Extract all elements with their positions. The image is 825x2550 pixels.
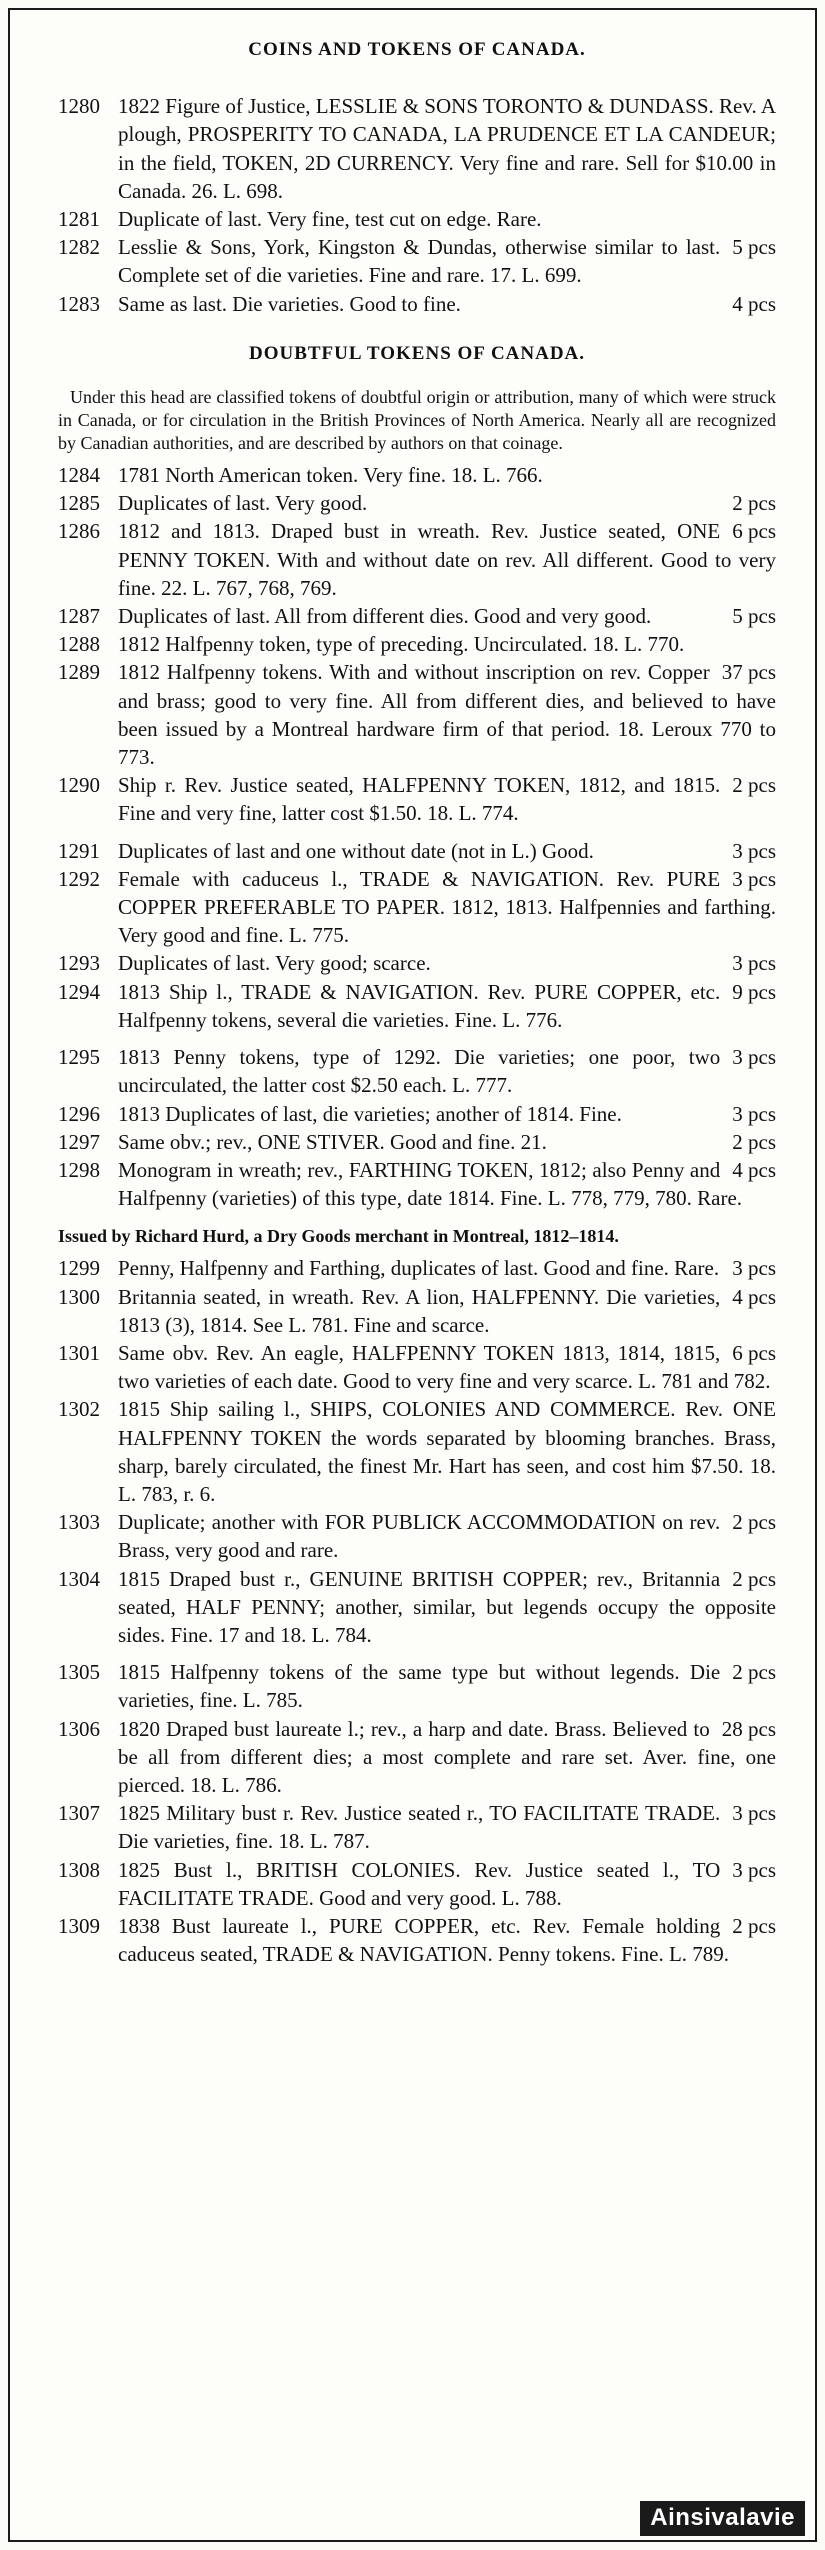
lot-quantity: 3 pcs bbox=[732, 1801, 776, 1826]
lot-description bbox=[118, 1156, 776, 1212]
lot-description bbox=[118, 1100, 776, 1128]
lot-entry bbox=[58, 1283, 776, 1339]
lot-quantity: 3 pcs bbox=[732, 1101, 776, 1126]
lot-description bbox=[118, 517, 776, 602]
lot-quantity: 3 pcs bbox=[732, 866, 776, 891]
lot-number: 1291 bbox=[58, 838, 100, 863]
lot-description bbox=[118, 1715, 776, 1800]
lot-quantity: 3 pcs bbox=[732, 1256, 776, 1281]
lot-quantity: 2 pcs bbox=[732, 1660, 776, 1685]
lot-entry bbox=[58, 290, 776, 318]
lot-number: 1298 bbox=[58, 1157, 100, 1182]
lot-text: Same obv.; rev., ONE STIVER. Good and fine. 21. bbox=[118, 1129, 547, 1154]
lot-text: 1812 Halfpenny tokens. With and without inscription on rev. Copper and brass; good to very fine. All from different dies, and believed to have been issued by a Montreal hardware firm of that period. 18. Leroux 770 to 773. bbox=[118, 660, 776, 770]
lot-description bbox=[118, 1283, 776, 1339]
lot-text: 1812 and 1813. Draped bust in wreath. Rev. Justice seated, ONE PENNY TOKEN. With and without date on rev. All different. Good to very fine. 22. L. 767, 768, 769. bbox=[118, 519, 776, 600]
lot-number: 1295 bbox=[58, 1045, 100, 1070]
lot-text: Britannia seated, in wreath. Rev. A lion, HALFPENNY. Die varieties, 1813 (3), 1814. See L. 781. Fine and scarce. bbox=[118, 1284, 721, 1337]
lot-quantity: 9 pcs bbox=[732, 979, 776, 1004]
lot-description bbox=[118, 205, 776, 233]
lot-entry bbox=[58, 1128, 776, 1156]
lot-description bbox=[118, 1799, 776, 1855]
lot-number: 1289 bbox=[58, 660, 100, 685]
lot-entry bbox=[58, 1100, 776, 1128]
lot-description bbox=[118, 630, 776, 658]
lot-entry bbox=[58, 865, 776, 950]
lot-quantity: 37 pcs bbox=[721, 660, 776, 685]
lot-number: 1297 bbox=[58, 1129, 100, 1154]
lot-entry bbox=[58, 1799, 776, 1855]
page-header: COINS AND TOKENS OF CANADA. bbox=[248, 39, 586, 60]
lot-entry bbox=[58, 949, 776, 977]
lot-entry bbox=[58, 1156, 776, 1212]
lot-description bbox=[118, 1856, 776, 1912]
lot-text: Duplicate; another with FOR PUBLICK ACCOMMODATION on rev. Brass, very good and rare. bbox=[118, 1510, 721, 1563]
lot-description bbox=[118, 1339, 776, 1395]
lot-number: 1299 bbox=[58, 1256, 100, 1281]
lot-number: 1307 bbox=[58, 1801, 100, 1826]
lot-number: 1281 bbox=[58, 207, 100, 232]
lot-text: Female with caduceus l., TRADE & NAVIGATION. Rev. PURE COPPER PREFERABLE TO PAPER. 1812, 1813. Halfpennies and farthing. Very good and fine. L. 775. bbox=[118, 866, 776, 948]
lot-quantity: 6 pcs bbox=[732, 1340, 776, 1365]
lot-text: 1813 Duplicates of last, die varieties; another of 1814. Fine. bbox=[118, 1101, 622, 1126]
lot-text: 1813 Ship l., TRADE & NAVIGATION. Rev. PURE COPPER, etc. Halfpenny tokens, several die varieties. Fine. L. 776. bbox=[118, 979, 721, 1032]
lot-quantity: 2 pcs bbox=[732, 773, 776, 798]
lot-quantity: 6 pcs bbox=[732, 519, 776, 544]
lot-entry bbox=[58, 489, 776, 517]
lot-text: Same as last. Die varieties. Good to fine. bbox=[118, 291, 461, 316]
lot-number: 1309 bbox=[58, 1913, 100, 1938]
page-content bbox=[58, 36, 776, 1968]
lot-number: 1306 bbox=[58, 1716, 100, 1741]
lot-number: 1303 bbox=[58, 1510, 100, 1535]
lot-quantity: 5 pcs bbox=[732, 235, 776, 260]
lot-text: 1812 Halfpenny token, type of preceding. Uncirculated. 18. L. 770. bbox=[118, 632, 685, 657]
lot-number: 1287 bbox=[58, 604, 100, 629]
lot-entry bbox=[58, 837, 776, 865]
lot-text: Lesslie & Sons, York, Kingston & Dundas, otherwise similar to last. Complete set of die varieties. Fine and rare. 17. L. 699. bbox=[118, 235, 721, 288]
lot-quantity: 2 pcs bbox=[732, 491, 776, 516]
lot-number: 1286 bbox=[58, 519, 100, 544]
lot-text: Duplicates of last and one without date (not in L.) Good. bbox=[118, 838, 594, 863]
lot-entry bbox=[58, 771, 776, 827]
lot-description bbox=[118, 489, 776, 517]
lot-text: 1815 Draped bust r., GENUINE BRITISH COPPER; rev., Britannia seated, HALF PENNY; another, similar, but legends occupy the opposite sides. Fine. 17 and 18. L. 784. bbox=[118, 1566, 776, 1647]
lot-number: 1288 bbox=[58, 632, 100, 657]
lot-number: 1292 bbox=[58, 866, 100, 891]
lot-number: 1308 bbox=[58, 1857, 100, 1882]
lot-entry bbox=[58, 92, 776, 205]
lot-entry bbox=[58, 205, 776, 233]
lot-quantity: 2 pcs bbox=[732, 1566, 776, 1591]
lot-entry bbox=[58, 978, 776, 1034]
lot-text: Same obv. Rev. An eagle, HALFPENNY TOKEN 1813, 1814, 1815, two varieties of each date. Good to very fine and very scarce. L. 781 and 782. bbox=[118, 1340, 771, 1394]
lot-number: 1285 bbox=[58, 491, 100, 516]
lot-entry bbox=[58, 630, 776, 658]
lot-text: Monogram in wreath; rev., FARTHING TOKEN, 1812; also Penny and Halfpenny (varieties) of this type, date 1814. Fine. L. 778, 779, 780. Rare. bbox=[118, 1157, 743, 1211]
lot-description bbox=[118, 1508, 776, 1564]
lots-doubtful bbox=[58, 461, 776, 1212]
lot-number: 1282 bbox=[58, 235, 100, 260]
lot-description bbox=[118, 865, 776, 950]
lot-number: 1294 bbox=[58, 979, 100, 1004]
lot-number: 1280 bbox=[58, 94, 100, 119]
lot-entry bbox=[58, 1395, 776, 1508]
lot-text: 1825 Military bust r. Rev. Justice seated r., TO FACILITATE TRADE. Die varieties, fine. 18. L. 787. bbox=[118, 1801, 721, 1854]
lot-quantity: 3 pcs bbox=[732, 951, 776, 976]
watermark-label: Ainsivalavie bbox=[640, 2501, 805, 2536]
lot-description bbox=[118, 290, 776, 318]
lot-text: Duplicates of last. All from different dies. Good and very good. bbox=[118, 604, 652, 629]
lot-text: 1815 Ship sailing l., SHIPS, COLONIES AND COMMERCE. Rev. ONE HALFPENNY TOKEN the words separated by blooming branches. Brass, sharp, barely circulated, the finest Mr. Hart has seen, and cost him $7.50. 18. L. 783, r. 6. bbox=[118, 1397, 776, 1506]
lot-description bbox=[118, 658, 776, 771]
lot-number: 1305 bbox=[58, 1660, 100, 1685]
section-intro: Under this head are classified tokens of doubtful origin or attribution, many of which were struck in Canada, or for circulation in the British Provinces of North America. Nearly all are recognized by Canadian authorities, and are described by authors on that coinage. bbox=[58, 387, 776, 454]
lot-description bbox=[118, 461, 776, 489]
lot-text: 1838 Bust laureate l., PURE COPPER, etc. Rev. Female holding caduceus seated, TRADE & NAVIGATION. Penny tokens. Fine. L. 789. bbox=[118, 1913, 730, 1967]
lot-entry bbox=[58, 1912, 776, 1968]
lot-quantity: 4 pcs bbox=[732, 1157, 776, 1182]
lot-entry bbox=[58, 1715, 776, 1800]
lot-text: 1820 Draped bust laureate l.; rev., a harp and date. Brass. Believed to be all from different dies; a most complete and rare set. Aver. fine, one pierced. 18. L. 786. bbox=[118, 1716, 776, 1797]
lot-entry bbox=[58, 461, 776, 489]
lot-quantity: 3 pcs bbox=[732, 1857, 776, 1882]
lot-text: Ship r. Rev. Justice seated, HALFPENNY TOKEN, 1812, and 1815. Fine and very fine, latter cost $1.50. 18. L. 774. bbox=[118, 773, 721, 826]
section-title: DOUBTFUL TOKENS OF CANADA. bbox=[248, 342, 586, 364]
issuer-note: Issued by Richard Hurd, a Dry Goods merchant in Montreal, 1812–1814. bbox=[58, 1226, 619, 1247]
lot-number: 1290 bbox=[58, 773, 100, 798]
lot-description bbox=[118, 1395, 776, 1508]
lot-text: Duplicates of last. Very good. bbox=[118, 491, 368, 516]
lot-description bbox=[118, 1254, 776, 1282]
lot-quantity: 3 pcs bbox=[732, 1045, 776, 1070]
lot-entry bbox=[58, 1043, 776, 1099]
lot-number: 1301 bbox=[58, 1340, 100, 1365]
lot-description bbox=[118, 1912, 776, 1968]
lot-number: 1300 bbox=[58, 1284, 100, 1309]
lot-text: 1781 North American token. Very fine. 18. L. 766. bbox=[118, 463, 543, 488]
lot-quantity: 2 pcs bbox=[732, 1510, 776, 1535]
lot-description bbox=[118, 1565, 776, 1650]
lot-entry bbox=[58, 1339, 776, 1395]
lot-number: 1293 bbox=[58, 951, 100, 976]
lot-description bbox=[118, 1128, 776, 1156]
lot-entry bbox=[58, 658, 776, 771]
lot-number: 1284 bbox=[58, 463, 100, 488]
lot-entry bbox=[58, 1254, 776, 1282]
lot-number: 1283 bbox=[58, 291, 100, 316]
lot-entry bbox=[58, 233, 776, 289]
lot-description bbox=[118, 602, 776, 630]
lot-description bbox=[118, 92, 776, 205]
lot-number: 1304 bbox=[58, 1566, 100, 1591]
lot-entry bbox=[58, 1508, 776, 1564]
lot-entry bbox=[58, 602, 776, 630]
lot-quantity: 2 pcs bbox=[732, 1913, 776, 1938]
lot-entry bbox=[58, 517, 776, 602]
lot-text: 1825 Bust l., BRITISH COLONIES. Rev. Justice seated l., TO FACILITATE TRADE. Good and very good. L. 788. bbox=[118, 1857, 721, 1910]
lot-entry bbox=[58, 1856, 776, 1912]
lots-canada bbox=[58, 92, 776, 318]
lot-number: 1296 bbox=[58, 1101, 100, 1126]
lot-text: 1822 Figure of Justice, LESSLIE & SONS TORONTO & DUNDASS. Rev. A plough, PROSPERITY TO CANADA, LA PRUDENCE ET LA CANDEUR; in the field, TOKEN, 2D CURRENCY. Very fine and rare. Sell for $10.00 in Canada. 26. L. 698. bbox=[118, 94, 776, 203]
lot-entry bbox=[58, 1565, 776, 1650]
lot-quantity: 5 pcs bbox=[732, 604, 776, 629]
lot-description bbox=[118, 1658, 776, 1714]
lot-description bbox=[118, 771, 776, 827]
lot-quantity: 28 pcs bbox=[721, 1716, 776, 1741]
lot-text: Penny, Halfpenny and Farthing, duplicates of last. Good and fine. Rare. bbox=[118, 1256, 720, 1281]
lot-text: Duplicate of last. Very fine, test cut on edge. Rare. bbox=[118, 207, 542, 232]
lot-description bbox=[118, 978, 776, 1034]
lot-description bbox=[118, 233, 776, 289]
lot-description bbox=[118, 1043, 776, 1099]
lot-text: 1813 Penny tokens, type of 1292. Die varieties; one poor, two uncirculated, the latter cost $2.50 each. L. 777. bbox=[118, 1045, 721, 1098]
lots-hurd bbox=[58, 1254, 776, 1968]
lot-quantity: 2 pcs bbox=[732, 1129, 776, 1154]
lot-quantity: 4 pcs bbox=[732, 291, 776, 316]
lot-description bbox=[118, 837, 776, 865]
lot-number: 1302 bbox=[58, 1397, 100, 1422]
lot-quantity: 3 pcs bbox=[732, 838, 776, 863]
lot-text: Duplicates of last. Very good; scarce. bbox=[118, 951, 431, 976]
lot-entry bbox=[58, 1658, 776, 1714]
lot-text: 1815 Halfpenny tokens of the same type but without legends. Die varieties, fine. L. 785. bbox=[118, 1660, 721, 1713]
lot-quantity: 4 pcs bbox=[732, 1284, 776, 1309]
lot-description bbox=[118, 949, 776, 977]
